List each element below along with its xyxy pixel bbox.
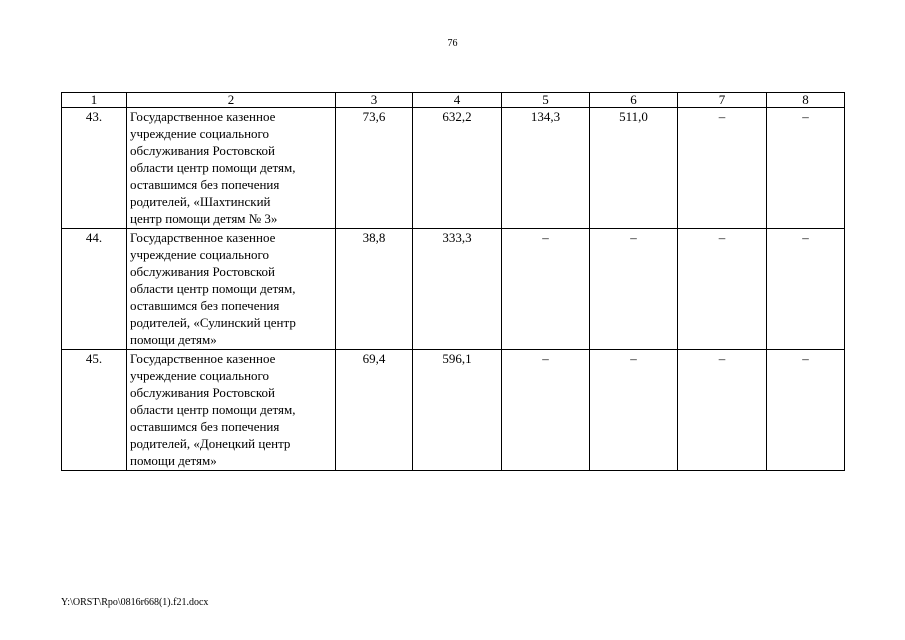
header-cell: 8 <box>767 93 845 108</box>
name-line: учреждение социального <box>130 126 270 141</box>
name-line: учреждение социального <box>130 368 270 383</box>
header-cell: 3 <box>336 93 413 108</box>
row-number: 45. <box>62 350 127 471</box>
value-cell-6: – <box>590 350 678 471</box>
name-line: учреждение социального <box>130 247 270 262</box>
name-line: родителей, «Сулинский центр <box>130 315 296 330</box>
header-cell: 5 <box>502 93 590 108</box>
page-number: 76 <box>447 38 458 49</box>
institution-name <box>127 350 336 471</box>
name-line: Государственное казенное <box>130 351 276 366</box>
value-cell-5: – <box>502 350 590 471</box>
name-line: обслуживания Ростовской <box>130 143 275 158</box>
name-line: области центр помощи детям, <box>130 402 296 417</box>
value-cell-8: – <box>767 350 845 471</box>
header-cell: 7 <box>678 93 767 108</box>
header-cell: 2 <box>127 93 336 108</box>
name-line: помощи детям» <box>130 332 217 347</box>
name-line: центр помощи детям № 3» <box>130 211 278 226</box>
name-line: Государственное казенное <box>130 230 276 245</box>
data-table <box>61 92 845 471</box>
name-line: обслуживания Ростовской <box>130 264 275 279</box>
table-row <box>62 108 845 229</box>
value-cell-4: 596,1 <box>413 350 502 471</box>
value-cell-4: 632,2 <box>413 108 502 229</box>
name-line: родителей, «Шахтинский <box>130 194 271 209</box>
value-cell-4: 333,3 <box>413 229 502 350</box>
table-row <box>62 350 845 471</box>
name-line: помощи детям» <box>130 453 217 468</box>
table-header-row <box>62 93 845 108</box>
value-cell-3: 38,8 <box>336 229 413 350</box>
value-cell-6: – <box>590 229 678 350</box>
name-line: оставшимся без попечения <box>130 177 280 192</box>
row-number: 44. <box>62 229 127 350</box>
value-cell-8: – <box>767 229 845 350</box>
name-line: области центр помощи детям, <box>130 281 296 296</box>
file-path-footer: Y:\ORST\Rpo\0816r668(1).f21.docx <box>61 597 209 608</box>
value-cell-7: – <box>678 108 767 229</box>
name-line: оставшимся без попечения <box>130 419 280 434</box>
institution-name <box>127 108 336 229</box>
name-line: обслуживания Ростовской <box>130 385 275 400</box>
name-line: области центр помощи детям, <box>130 160 296 175</box>
header-cell: 4 <box>413 93 502 108</box>
table-row <box>62 229 845 350</box>
value-cell-3: 69,4 <box>336 350 413 471</box>
value-cell-3: 73,6 <box>336 108 413 229</box>
name-line: оставшимся без попечения <box>130 298 280 313</box>
value-cell-5: – <box>502 229 590 350</box>
value-cell-7: – <box>678 350 767 471</box>
name-line: Государственное казенное <box>130 109 276 124</box>
value-cell-6: 511,0 <box>590 108 678 229</box>
value-cell-8: – <box>767 108 845 229</box>
institution-name <box>127 229 336 350</box>
value-cell-5: 134,3 <box>502 108 590 229</box>
value-cell-7: – <box>678 229 767 350</box>
header-cell: 1 <box>62 93 127 108</box>
header-cell: 6 <box>590 93 678 108</box>
row-number: 43. <box>62 108 127 229</box>
name-line: родителей, «Донецкий центр <box>130 436 291 451</box>
